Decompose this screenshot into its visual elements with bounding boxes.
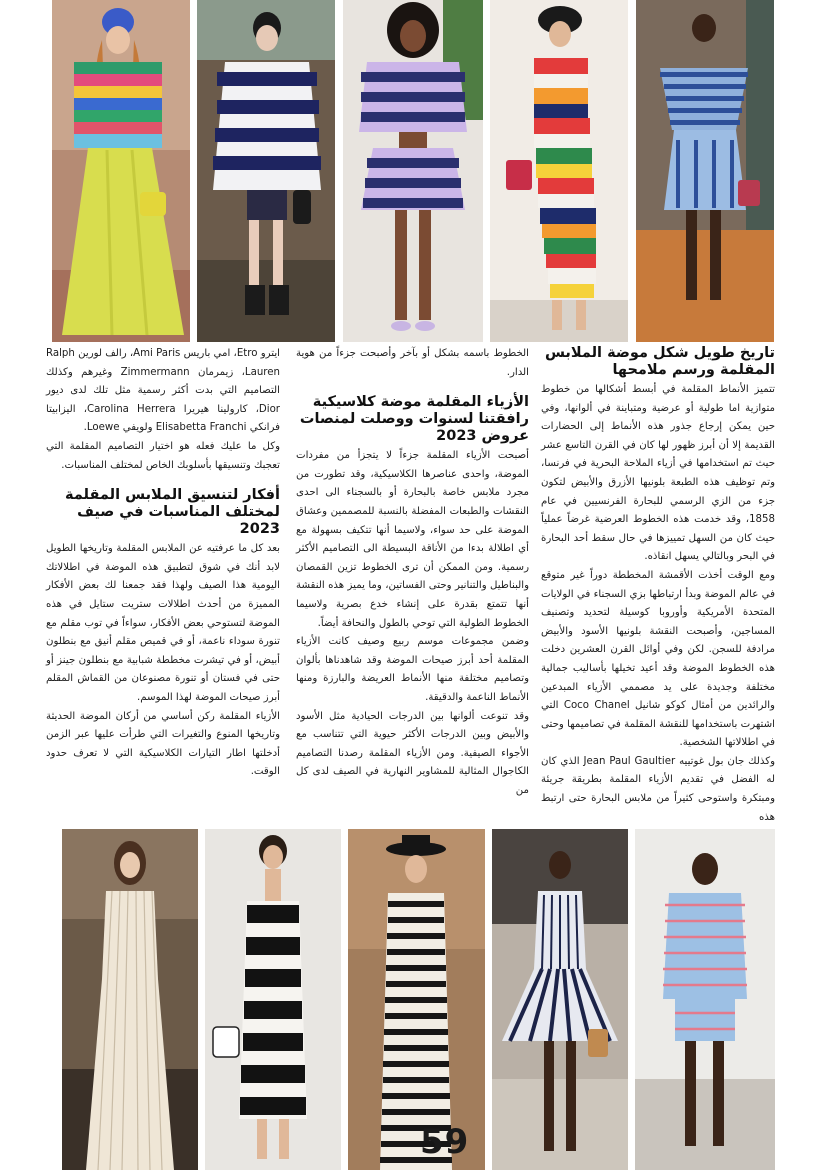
article-column-middle (296, 345, 529, 800)
paragraph: وكل ما عليك فعله هو اختيار التصاميم المقلمة التي تعجبك وتنسيقها بأسلوبك الخاص لمختلف المناسبات. (46, 440, 280, 471)
paragraph: الخطوط باسمه بشكل أو بآخر وأصبحت جزءاً من هوية الدار. (296, 348, 529, 378)
runway-look-navy-stripe-top (197, 0, 335, 342)
paragraph: بعد كل ما عرفتيه عن الملابس المقلمة وتاريخها الطويل لابد أنك في شوق لتطبيق هذه الموضة في اطلالاتك اليومية هذا الصيف ولهذا فقد جمعنا لك بعض الأفكار المميزة من أحدث اطلالات ستريت ستايل في هذه الموضة لتستوحي بعض الأفكار، سواءاً في توب مقلم مع تنورة سوداء ناعمة، أو في قميص مقلم أنيق مع بنطلون أبيض، أو في تيشرت مخططة شبابية مع بنطلون جينز أو حتى في فستان أو تنورة مصنوعان من القماش المقلم أبرز صيحات الموضة لهذا الموسم. (46, 543, 280, 703)
runway-look-long-stripe-dress (348, 829, 485, 1170)
section-heading-classic: الأزياء المقلمة موضة كلاسيكية رافقتنا لسنوات ووصلت لمنصات عروض 2023 (299, 394, 529, 445)
article-column-right (541, 345, 775, 827)
paragraph: أصبحت الأزياء المقلمة جزءاً لا يتجزأ من مفردات الموضة، واحدى عناصرها الكلاسيكية، وقد تطورت من مجرد ملابس خاصة بالبحارة أو بالسجناء الى احدى النقشات والطبعات المفضلة بالنسبة للمصممين وعشاق الموضة على حد سواء، ولاسيما أنها تتكيف بسهولة مع أي اطلالة بدءا من الأناقة البسيطة الى التصاميم الأكثر رسمية. ومن الممكن أن ترى الخطوط تزين القمصان والبناطيل والتنانير وحتى الفساتين، وما يميز هذه النقشة أنها تتمتع بقدرة على إنشاء خدع بصرية ولاسيما الخطوط الطولية التي توحي بالطول والنحافة أيضاً. (296, 450, 529, 629)
top-photo-row (0, 0, 827, 342)
runway-look-strapless-stripe-dress (205, 829, 341, 1170)
article-column-left (46, 345, 280, 782)
paragraph: تتميز الأنماط المقلمة في أبسط أشكالها من خطوط متوازية اما طولية أو عرضية ومتباينة في ألوانها، وفي حين يمكن إرجاع جذور هذه الأنماط إلى الحضارات القديمة إلا أن أبرز ظهور لها كان في القرن التاسع عشر حيث تم استخدامها في أزياء الملاحة البحرية في فرنسا، وتم توظيف هذه الطبعة بلونيها الأزرق والأبيض لتكون جزء من الزي الرسمي للبحارة الفرنسيين في عام 1858، وقد خدمت هذه الخطوط العرضية غرضاً عملياً حيث كان من السهل تمييزها في حال سقط أحد البحارة في البحر وبالتالي يسهل انقاذه. (541, 384, 775, 563)
runway-look-rainbow-stripe-dress (490, 0, 628, 342)
runway-look-blue-stripe-dress (636, 0, 774, 342)
runway-look-lilac-stripe-set (343, 0, 483, 342)
page-number: 59 (420, 1122, 470, 1162)
runway-look-cream-pinstripe (62, 829, 198, 1170)
paragraph: ايترو Etro، امي باريس Ami Paris، رالف لورين Ralph Lauren، زيمرمان Zimmermann وغيرهم وكذلك التصاميم التي بدت أكثر رسمية مثل تلك لدى ديور Dior، كارولينا هيريرا Carolina Herrera، اليزابيتا فرانكي Elisabetta Franchi ولويفي Loewe. (46, 348, 280, 434)
bottom-photo-row (0, 829, 827, 1170)
paragraph: وضمن مجموعات موسم ربيع وصيف كانت الأزياء المقلمة أحد أبرز صيحات الموضة وقد شاهدناها بألوان وتصاميم مختلفة منها الأنماط العريضة والبارزة ومنها الأنماط الناعمة والدقيقة. (296, 636, 529, 703)
runway-look-knit-stripes (52, 0, 190, 342)
paragraph: وقد تنوعت ألوانها بين الدرجات الحيادية مثل الأسود والأبيض وبين الدرجات الأكثر حيوية التي تتناسب مع الأجواء الصيفية. ومن الأزياء المقلمة رصدنا التصاميم الكاجوال المثالية للمشاوير النهارية في الصيف لدى كل من (296, 710, 529, 796)
section-heading-ideas: أفكار لتنسيق الملابس المقلمة لمختلف المناسبات في صيف 2023 (65, 487, 280, 538)
runway-look-blue-stripe-shorts (635, 829, 775, 1170)
section-heading-history: تاريخ طويل شكل موضة الملابس المقلمة ورسم ملامحها (544, 345, 775, 378)
paragraph: الأزياء المقلمة ركن أساسي من أركان الموضة الحديثة وتاريخها المنوع والتغيرات التي طرأت عليها عبر الزمن أدخلتها اطار التيارات الكلاسيكية التي لا تعرف حدود الوقت. (46, 710, 280, 778)
runway-look-pleated-stripe-dress (492, 829, 628, 1170)
paragraph: ومع الوقت أخذت الأقمشة المخططة دوراً غير متوقع في عالم الموضة وبدأ ارتباطها بزي السجناء في الولايات المتحدة الأمريكية وأوروبا كوسيلة لتحديد وتصنيف المساجين، وأصبحت النقشة بلونيها الأسود والأبيض مرادفة للسجن. لكن وفي أوائل القرن العشرين دخلت هذه الخطوط الموضة وقد أعيد تخيلها بأساليب جمالية مختلفة وجديدة على يد مصممي الأزياء المبدعين والرائدين من أمثال كوكو شانيل Coco Chanel التي اشتهرت باستخدامها للنقشة المقلمة في تصاميمها وحتى في اطلالاتها الشخصية. (541, 569, 775, 749)
paragraph: وكذلك جان بول غوتييه Jean Paul Gaultier الذي كان له الفضل في تقديم الأزياء المقلمة بطريقة جريئة ومبتكرة واستوحى كثيراً من ملابس البحارة حتى ارتبط هذه (541, 755, 775, 823)
